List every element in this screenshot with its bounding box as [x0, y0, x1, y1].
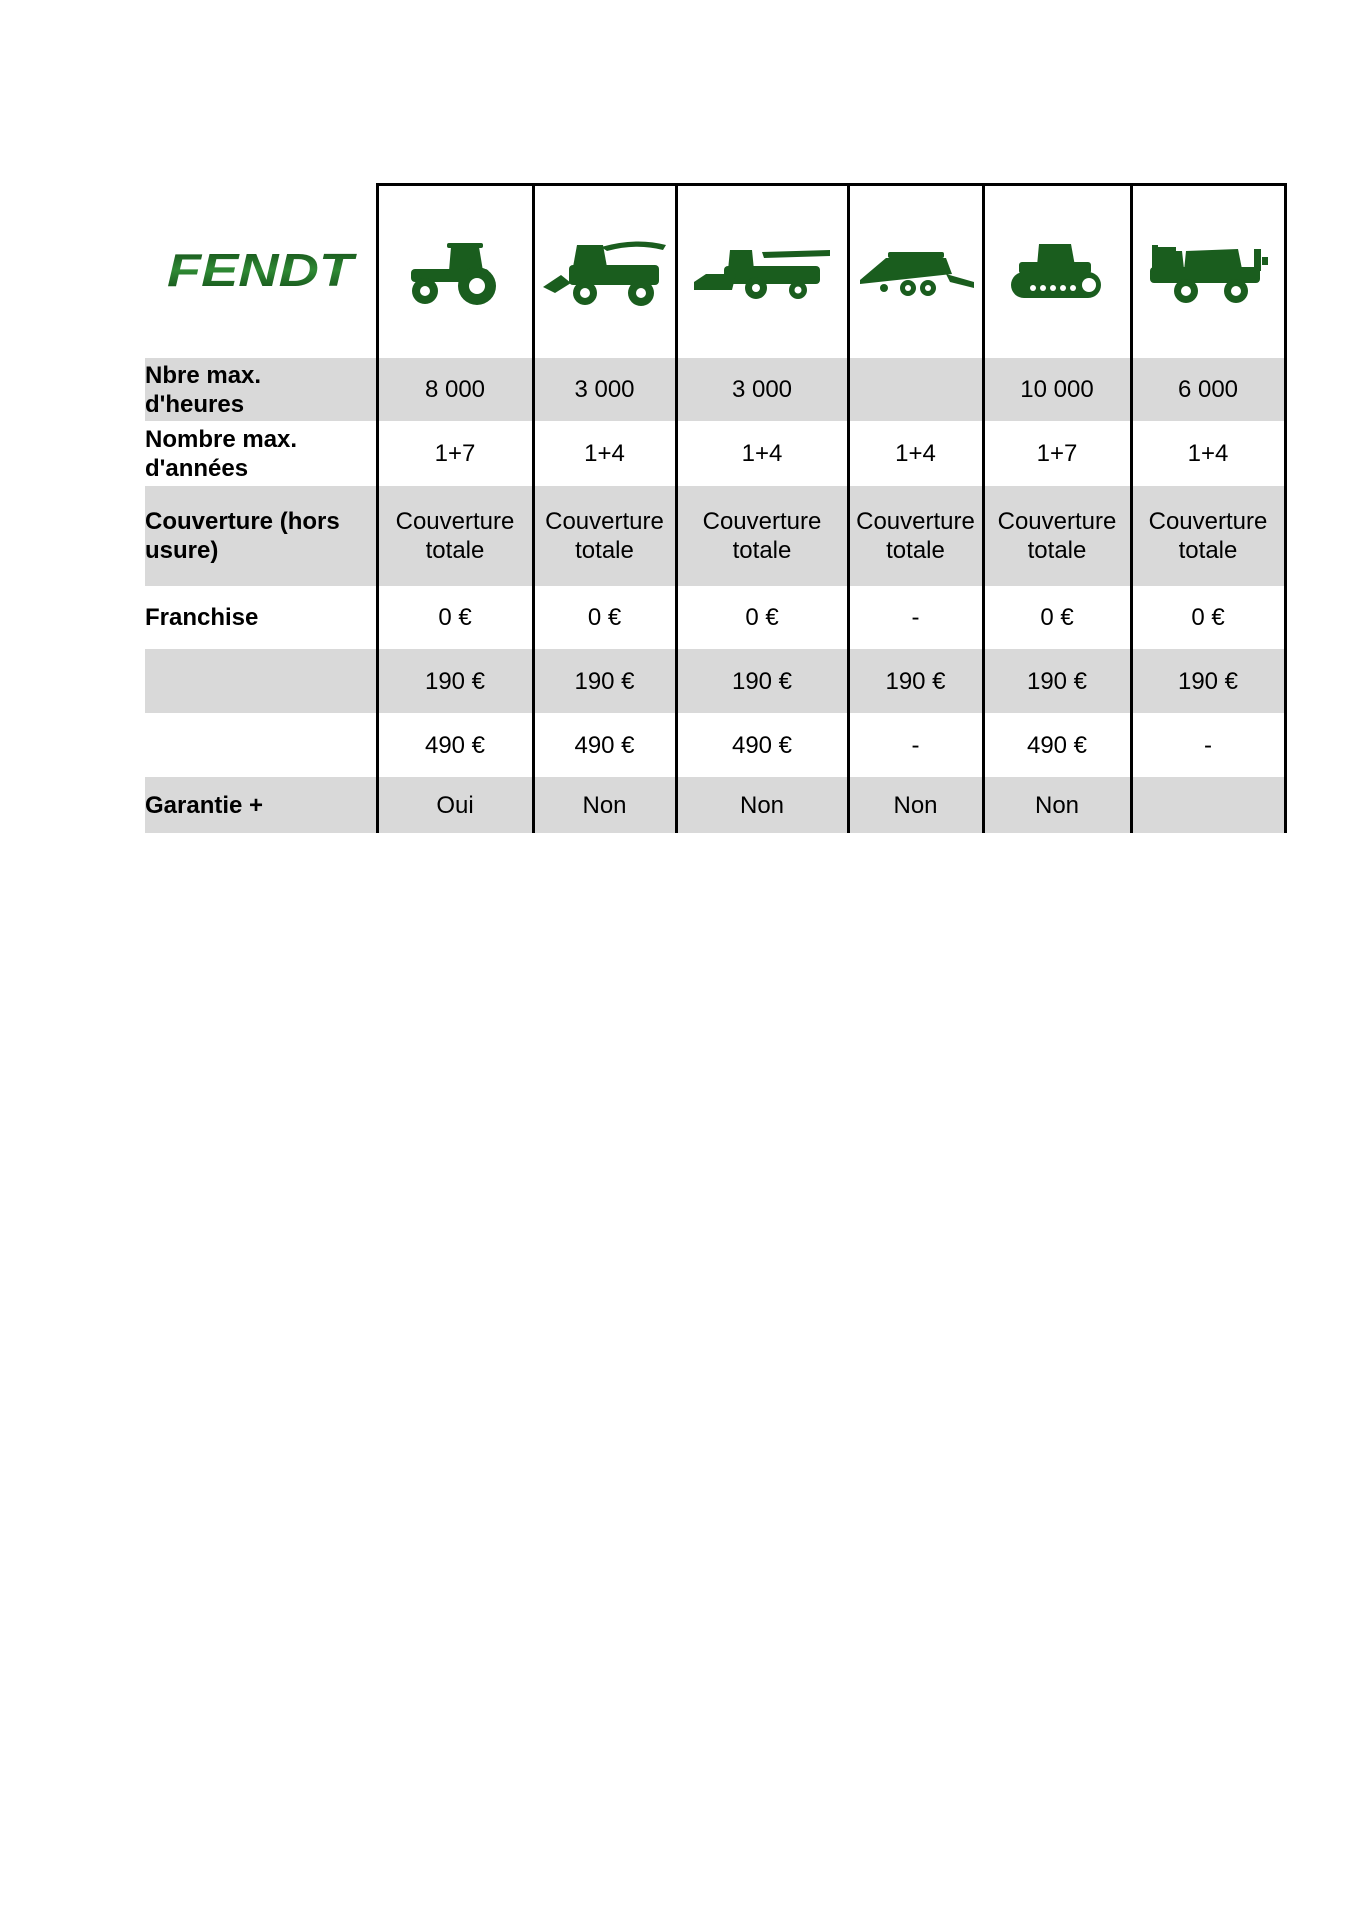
- cell: Couverture totale: [983, 486, 1131, 586]
- cell: Couverture totale: [848, 486, 983, 586]
- cell: 1+7: [983, 421, 1131, 486]
- cell: Couverture totale: [377, 486, 533, 586]
- cell: -: [848, 713, 983, 777]
- cell: 0 €: [377, 586, 533, 649]
- cell: Non: [848, 777, 983, 833]
- fendt-logo-mark: [162, 241, 358, 301]
- cell: 0 €: [1131, 586, 1285, 649]
- cell: Couverture totale: [1131, 486, 1285, 586]
- row-deductible-490: [145, 713, 1285, 777]
- row-coverage: [145, 486, 1285, 586]
- cell: -: [848, 586, 983, 649]
- cell: 3 000: [676, 358, 848, 421]
- fendt-logo-text: FENDT: [167, 244, 358, 297]
- cell: 190 €: [377, 649, 533, 713]
- sprayer-column-header: [1131, 185, 1285, 359]
- coverage-table: [145, 183, 1287, 833]
- cell: 0 €: [533, 586, 676, 649]
- cell: 1+4: [533, 421, 676, 486]
- cell: 3 000: [533, 358, 676, 421]
- cell: 190 €: [1131, 649, 1285, 713]
- row-max-years: [145, 421, 1285, 486]
- tractor-icon: [405, 237, 505, 307]
- baler-icon: [856, 244, 976, 300]
- combine-harvester-icon: [692, 242, 832, 302]
- cell: 1+4: [1131, 421, 1285, 486]
- forage-harvester-icon: [541, 237, 669, 307]
- cell: 490 €: [676, 713, 848, 777]
- row-guarantee-plus: [145, 777, 1285, 833]
- combine-harvester-column-header: [676, 185, 848, 359]
- cell: [848, 358, 983, 421]
- cell: Non: [533, 777, 676, 833]
- row-label: Franchise: [145, 604, 259, 631]
- row-label: Garantie +: [145, 777, 377, 833]
- forage-harvester-column-header: [533, 185, 676, 359]
- cell: 190 €: [983, 649, 1131, 713]
- cell: 0 €: [676, 586, 848, 649]
- row-max-hours: [145, 358, 1285, 421]
- crawler-tractor-column-header: [983, 185, 1131, 359]
- cell: 190 €: [676, 649, 848, 713]
- cell: 1+4: [676, 421, 848, 486]
- row-label: [145, 649, 377, 713]
- cell: Oui: [377, 777, 533, 833]
- cell: 190 €: [848, 649, 983, 713]
- row-label: Nombre max. d'années: [145, 425, 298, 482]
- cell: [1131, 777, 1285, 833]
- header-row: [145, 185, 1285, 359]
- cell: 490 €: [377, 713, 533, 777]
- cell: 10 000: [983, 358, 1131, 421]
- crawler-tractor-icon: [1009, 242, 1105, 302]
- cell: Non: [983, 777, 1131, 833]
- self-propelled-sprayer-icon: [1146, 239, 1270, 305]
- fendt-logo: [145, 185, 377, 359]
- cell: -: [1131, 713, 1285, 777]
- cell: 1+7: [377, 421, 533, 486]
- row-label: [145, 713, 377, 777]
- row-deductible: [145, 586, 1285, 649]
- cell: Non: [676, 777, 848, 833]
- cell: 1+4: [848, 421, 983, 486]
- baler-column-header: [848, 185, 983, 359]
- cell: 490 €: [533, 713, 676, 777]
- cell: 8 000: [377, 358, 533, 421]
- cell: 6 000: [1131, 358, 1285, 421]
- tractor-column-header: [377, 185, 533, 359]
- cell: Couverture totale: [676, 486, 848, 586]
- row-label: Couverture (hors usure): [145, 486, 377, 586]
- cell: Couverture totale: [533, 486, 676, 586]
- row-label: Nbre max. d'heures: [145, 358, 377, 421]
- row-deductible-190: [145, 649, 1285, 713]
- cell: 0 €: [983, 586, 1131, 649]
- cell: 190 €: [533, 649, 676, 713]
- cell: 490 €: [983, 713, 1131, 777]
